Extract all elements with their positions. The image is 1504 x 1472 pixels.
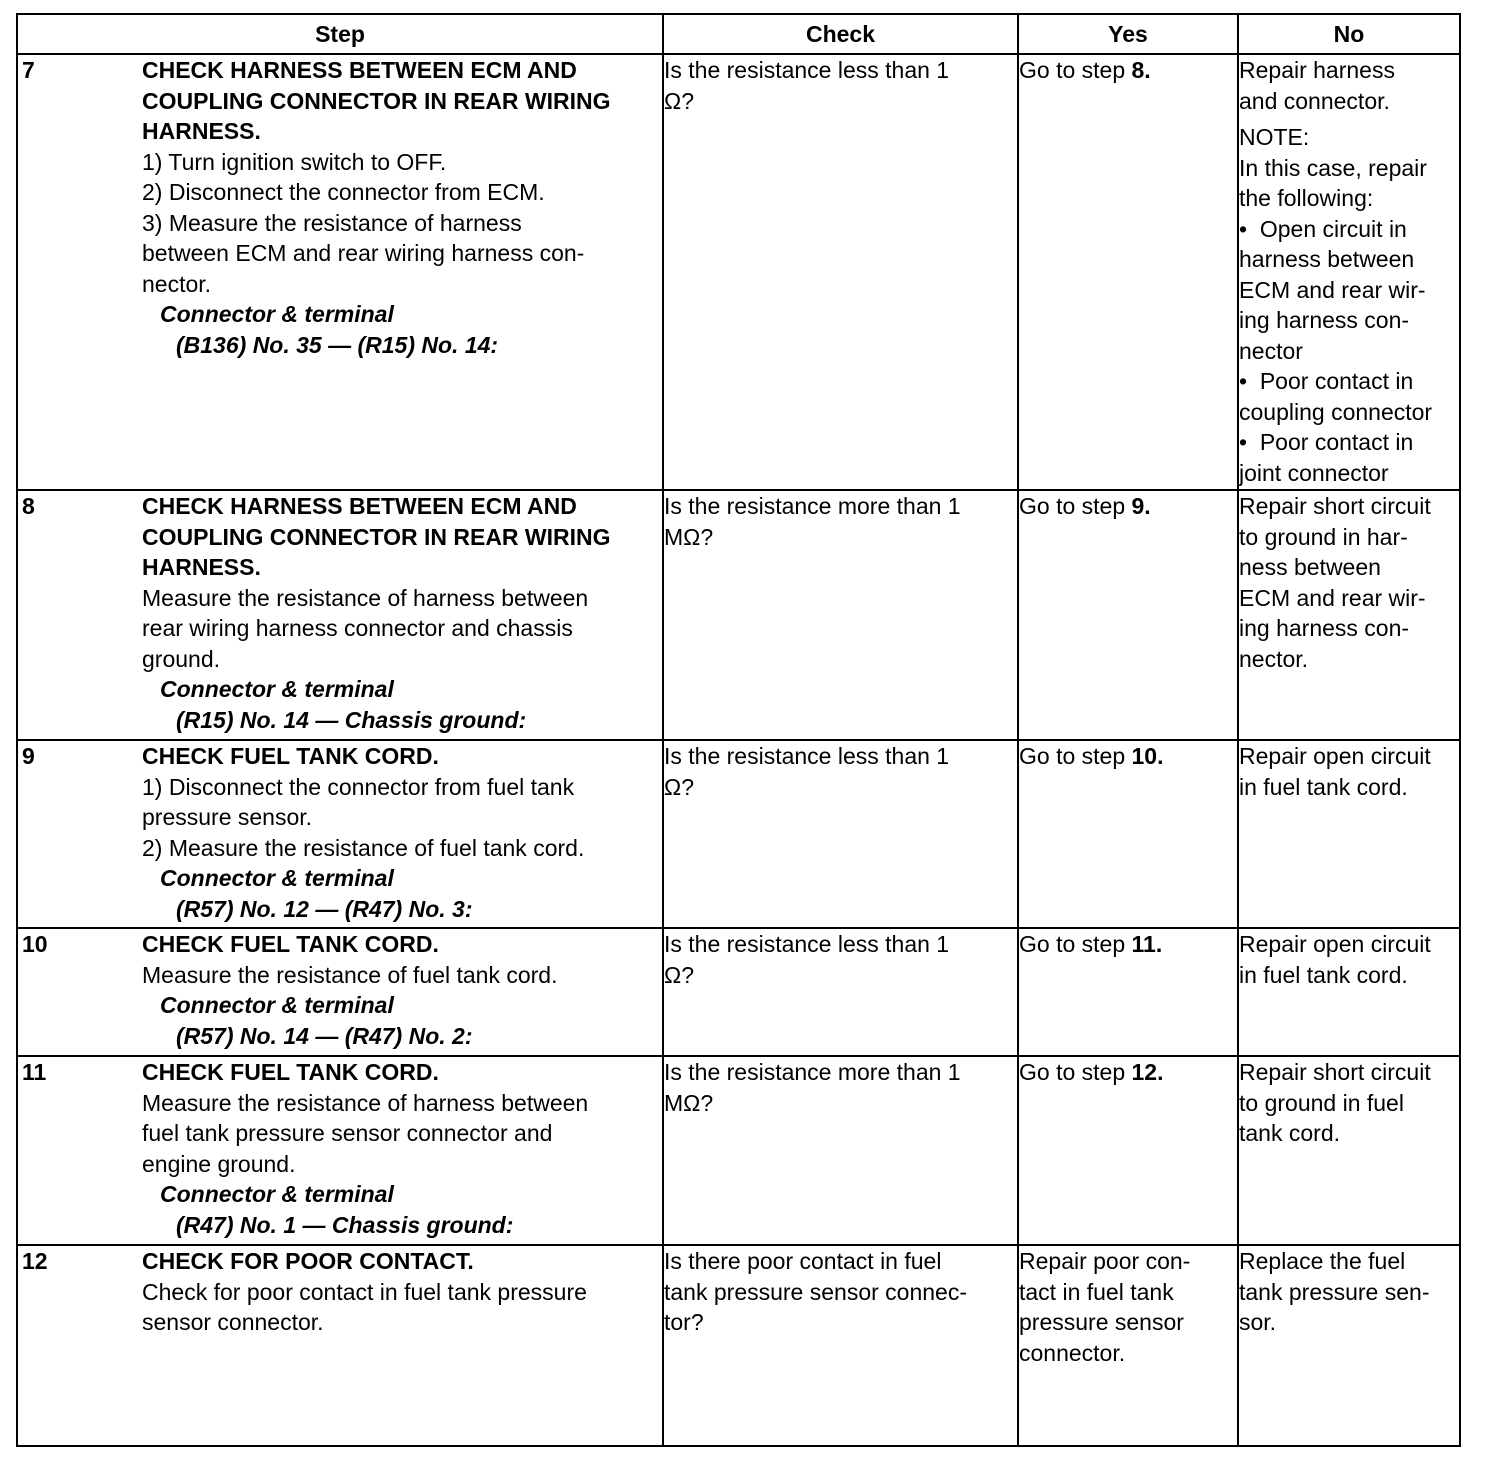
step-cell <box>17 1056 663 1245</box>
check-text: Is the resistance less than 1 <box>664 743 950 769</box>
no-text: to ground in fuel <box>1239 1089 1404 1116</box>
note-text: In this case, repair <box>1239 154 1427 181</box>
step-instruction: ground. <box>142 645 221 672</box>
note-bullet-cont: harness between <box>1239 246 1415 272</box>
step-instruction: between ECM and rear wiring harness con- <box>142 240 585 266</box>
check-cell <box>663 54 1018 490</box>
no-cell <box>1238 740 1460 928</box>
check-cell <box>663 1056 1018 1245</box>
no-text: tank cord. <box>1239 1120 1340 1146</box>
no-cell <box>1238 928 1460 1056</box>
connector-terminal: (R15) No. 14 — Chassis ground: <box>176 706 527 733</box>
check-text: MΩ? <box>664 1089 714 1116</box>
check-cell <box>663 928 1018 1056</box>
yes-text: Go to step <box>1019 743 1132 769</box>
yes-cell <box>1018 490 1238 740</box>
step-title: HARNESS. <box>142 554 261 580</box>
table-row <box>17 1056 1460 1245</box>
step-title: CHECK FOR POOR CONTACT. <box>142 1248 474 1274</box>
step-instruction: Check for poor contact in fuel tank pressure <box>142 1278 587 1305</box>
connector-terminal: (R47) No. 1 — Chassis ground: <box>176 1211 514 1238</box>
check-text: Ω? <box>664 961 694 988</box>
no-text: ing harness con- <box>1239 615 1410 641</box>
step-instruction: Measure the resistance of harness between <box>142 584 589 611</box>
header-check: Check <box>663 14 1018 54</box>
no-cell <box>1238 490 1460 740</box>
no-cell <box>1238 1245 1460 1446</box>
check-text: Is the resistance more than 1 <box>664 493 961 519</box>
table-row <box>17 1245 1460 1446</box>
header-yes: Yes <box>1018 14 1238 54</box>
yes-cell <box>1018 1056 1238 1245</box>
note-bullet: • Poor contact in <box>1239 366 1459 397</box>
yes-step-ref: 10. <box>1131 743 1164 769</box>
step-number: 12 <box>22 1248 48 1274</box>
yes-step-ref: 8. <box>1131 57 1151 83</box>
connector-label: Connector & terminal <box>160 1181 394 1207</box>
yes-step-ref: 12. <box>1131 1059 1164 1085</box>
step-cell <box>17 54 663 490</box>
yes-step-ref: 9. <box>1131 493 1151 519</box>
step-instruction: 2) Disconnect the connector from ECM. <box>142 179 545 205</box>
note-label: NOTE: <box>1239 124 1310 150</box>
no-text: Repair open circuit <box>1239 931 1431 957</box>
check-text: Is the resistance less than 1 <box>664 57 950 83</box>
check-text: Is the resistance less than 1 <box>664 931 950 957</box>
connector-terminal: (R57) No. 12 — (R47) No. 3: <box>176 895 473 922</box>
yes-text: Go to step <box>1019 1059 1132 1085</box>
step-title: CHECK FUEL TANK CORD. <box>142 1059 439 1085</box>
step-instruction: 3) Measure the resistance of harness <box>142 209 522 236</box>
step-number: 9 <box>22 743 35 769</box>
step-title: CHECK HARNESS BETWEEN ECM AND <box>142 57 577 83</box>
step-instruction: 1) Turn ignition switch to OFF. <box>142 148 447 175</box>
check-cell <box>663 740 1018 928</box>
yes-text: Go to step <box>1019 493 1132 519</box>
diagnostic-table <box>16 13 1461 1447</box>
step-cell <box>17 740 663 928</box>
step-instruction: Measure the resistance of fuel tank cord. <box>142 961 558 988</box>
yes-cell <box>1018 740 1238 928</box>
step-number: 10 <box>22 931 48 957</box>
check-text: MΩ? <box>664 523 714 550</box>
no-text: tank pressure sen- <box>1239 1278 1430 1305</box>
note-bullet: • Open circuit in <box>1239 214 1459 245</box>
note-bullet-cont: ECM and rear wir- <box>1239 276 1426 303</box>
yes-text: Go to step <box>1019 57 1132 83</box>
check-text: Is there poor contact in fuel <box>664 1248 942 1274</box>
step-number: 8 <box>22 493 35 519</box>
connector-label: Connector & terminal <box>160 865 394 891</box>
yes-text: connector. <box>1019 1339 1126 1366</box>
step-cell <box>17 490 663 740</box>
no-text: sor. <box>1239 1309 1277 1335</box>
table-row <box>17 740 1460 928</box>
no-text: Repair harness <box>1239 57 1395 83</box>
step-number: 7 <box>22 57 35 83</box>
connector-label: Connector & terminal <box>160 676 394 702</box>
no-text: in fuel tank cord. <box>1239 773 1408 800</box>
step-title: CHECK HARNESS BETWEEN ECM AND <box>142 493 577 519</box>
no-text: Repair short circuit <box>1239 493 1431 519</box>
step-number: 11 <box>22 1059 47 1085</box>
step-instruction: engine ground. <box>142 1150 296 1177</box>
step-instruction: rear wiring harness connector and chassis <box>142 615 573 641</box>
step-cell <box>17 928 663 1056</box>
no-text: Replace the fuel <box>1239 1248 1406 1274</box>
header-row <box>17 14 1460 54</box>
step-title: COUPLING CONNECTOR IN REAR WIRING <box>142 523 611 550</box>
check-text: tank pressure sensor connec- <box>664 1278 967 1305</box>
table-body <box>17 54 1460 1446</box>
step-instruction: sensor connector. <box>142 1309 324 1335</box>
check-cell <box>663 1245 1018 1446</box>
no-text: in fuel tank cord. <box>1239 961 1408 988</box>
note-bullet-cont: nector <box>1239 337 1303 364</box>
no-text: Repair open circuit <box>1239 743 1431 769</box>
no-cell <box>1238 1056 1460 1245</box>
step-instruction: fuel tank pressure sensor connector and <box>142 1120 553 1146</box>
connector-label: Connector & terminal <box>160 992 394 1018</box>
no-text: Repair short circuit <box>1239 1059 1431 1085</box>
step-cell <box>17 1245 663 1446</box>
check-text: tor? <box>664 1309 704 1335</box>
note-bullet: • Poor contact in <box>1239 427 1459 458</box>
yes-text: Go to step <box>1019 931 1132 957</box>
yes-text: pressure sensor <box>1019 1309 1184 1335</box>
step-instruction: 1) Disconnect the connector from fuel tank <box>142 773 575 800</box>
no-text: to ground in har- <box>1239 523 1408 550</box>
yes-step-ref: 11. <box>1131 931 1163 957</box>
step-title: COUPLING CONNECTOR IN REAR WIRING <box>142 87 611 114</box>
no-text: and connector. <box>1239 87 1390 114</box>
step-title: HARNESS. <box>142 118 261 144</box>
step-instruction: Measure the resistance of harness between <box>142 1089 589 1116</box>
yes-text: tact in fuel tank <box>1019 1278 1174 1305</box>
no-text: ECM and rear wir- <box>1239 584 1426 611</box>
connector-terminal: (B136) No. 35 — (R15) No. 14: <box>176 331 499 358</box>
note-bullet-cont: coupling connector <box>1239 398 1433 425</box>
yes-cell <box>1018 1245 1238 1446</box>
check-text: Ω? <box>664 773 694 800</box>
check-text: Ω? <box>664 87 694 114</box>
header-step: Step <box>17 14 663 54</box>
yes-cell <box>1018 928 1238 1056</box>
yes-text: Repair poor con- <box>1019 1248 1191 1274</box>
table-row <box>17 928 1460 1056</box>
connector-terminal: (R57) No. 14 — (R47) No. 2: <box>176 1022 473 1049</box>
header-no: No <box>1238 14 1460 54</box>
step-instruction: pressure sensor. <box>142 804 313 830</box>
yes-cell <box>1018 54 1238 490</box>
connector-label: Connector & terminal <box>160 301 394 327</box>
note-text: the following: <box>1239 185 1374 211</box>
table-row <box>17 54 1460 490</box>
no-cell <box>1238 54 1460 490</box>
table-row <box>17 490 1460 740</box>
step-title: CHECK FUEL TANK CORD. <box>142 931 439 957</box>
step-title: CHECK FUEL TANK CORD. <box>142 743 439 769</box>
check-cell <box>663 490 1018 740</box>
note-bullet-cont: joint connector <box>1239 459 1389 486</box>
no-text: ness between <box>1239 554 1381 580</box>
step-instruction: 2) Measure the resistance of fuel tank cord. <box>142 834 585 861</box>
step-instruction: nector. <box>142 270 212 297</box>
note-bullet-cont: ing harness con- <box>1239 307 1410 333</box>
check-text: Is the resistance more than 1 <box>664 1059 961 1085</box>
no-text: nector. <box>1239 645 1309 672</box>
